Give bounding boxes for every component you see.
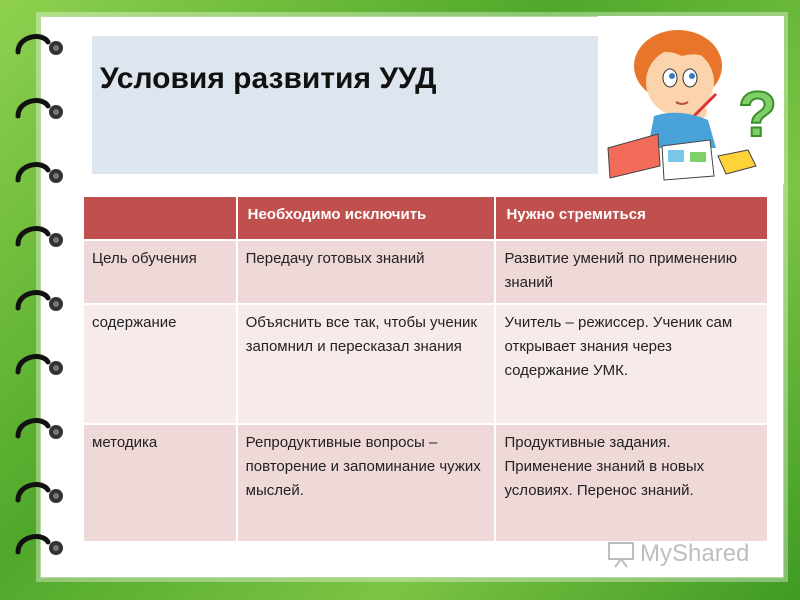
row-exclude-cell: Передачу готовых знаний (237, 240, 496, 304)
spiral-ring-icon (8, 154, 78, 194)
spiral-ring-icon (8, 410, 78, 450)
row-exclude-cell: Объяснить все так, чтобы ученик запомнил и пересказал знания (237, 304, 496, 424)
spiral-ring-icon (8, 90, 78, 130)
spiral-ring-icon (8, 526, 78, 566)
watermark-text: MyShared (640, 540, 750, 567)
row-strive-cell: Развитие умений по применению знаний (495, 240, 768, 304)
watermark (606, 536, 766, 572)
svg-text:?: ? (738, 78, 778, 150)
table-row (83, 304, 768, 424)
spiral-binding (8, 26, 78, 566)
presentation-board-icon (606, 539, 636, 569)
row-strive-cell: Продуктивные задания. Применение знаний в новых условиях. Перенос знаний. (495, 424, 768, 542)
table-row (83, 424, 768, 542)
slide-title: Условия развития УУД (100, 62, 437, 95)
row-label: методика (83, 424, 237, 542)
header-empty (83, 196, 237, 240)
table-row (83, 240, 768, 304)
thinking-boy-illustration (598, 16, 784, 184)
title-box (92, 36, 602, 174)
table-header-row (83, 196, 768, 240)
spiral-ring-icon (8, 26, 78, 66)
row-label: Цель обучения (83, 240, 237, 304)
header-exclude: Необходимо исключить (237, 196, 496, 240)
row-exclude-cell: Репродуктивные вопросы – повторение и запоминание чужих мыслей. (237, 424, 496, 542)
conditions-table (82, 195, 769, 543)
spiral-ring-icon (8, 474, 78, 514)
spiral-ring-icon (8, 282, 78, 322)
spiral-ring-icon (8, 218, 78, 258)
row-label: содержание (83, 304, 237, 424)
header-strive: Нужно стремиться (495, 196, 768, 240)
spiral-ring-icon (8, 346, 78, 386)
row-strive-cell: Учитель – режиссер. Ученик сам открывает знания через содержание УМК. (495, 304, 768, 424)
